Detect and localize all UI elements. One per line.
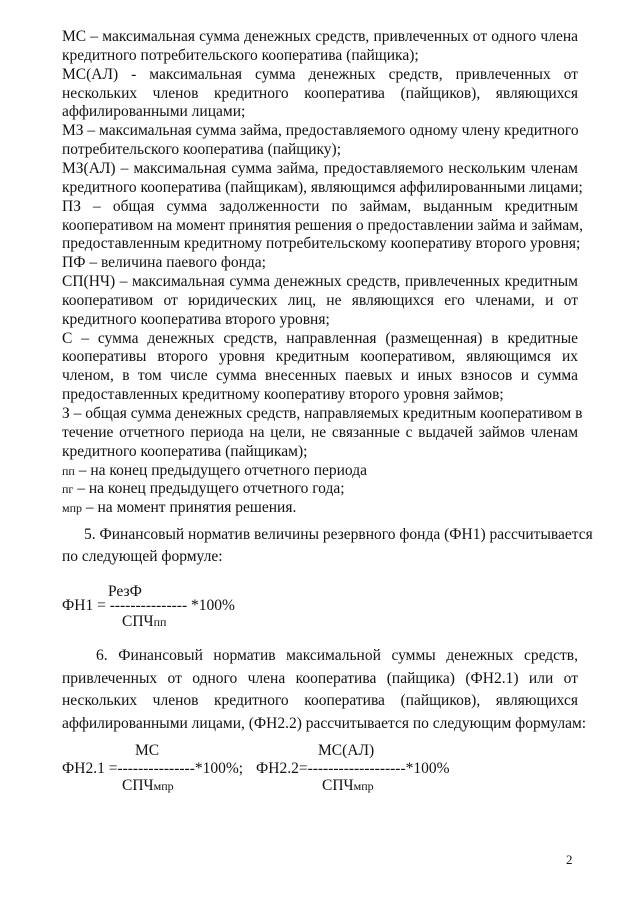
definition-line: течение отчетного периода на цели, не связанные с выдачей займов членам bbox=[62, 423, 578, 441]
formula-fn1-suffix: *100% bbox=[187, 597, 235, 614]
formula-fn21-line: ФН2.1 =---------------*100%; bbox=[62, 760, 244, 777]
definition-line: МС – максимальная сумма денежных средств, привлеченных от одного члена bbox=[62, 28, 578, 45]
subscript-key: мпр bbox=[62, 501, 83, 516]
formula-fn22-numerator: МС(АЛ) bbox=[318, 742, 375, 759]
definition-line: ПФ – величина паевого фонда; bbox=[62, 254, 266, 272]
subscript-text: – на конец предыдущего отчетного периода bbox=[74, 461, 367, 479]
definition-line: нескольких членов кредитного кооператива (пайщиков), являющихся bbox=[62, 84, 578, 102]
definition-line: потребительского кооператива (пайщику); bbox=[62, 141, 342, 159]
definition-line: ПЗ – общая сумма задолженности по займам, выданным кредитным bbox=[62, 197, 578, 215]
definition-line: С – сумма денежных средств, направленная (размещенная) в кредитные bbox=[62, 329, 578, 347]
paragraph-6-line: 6. Финансовый норматив максимальной суммы денежных средств, bbox=[96, 647, 578, 664]
subscript-key: пп bbox=[62, 463, 75, 478]
formula-fn1-numerator: РезФ bbox=[108, 583, 142, 600]
definition-line: предоставленным кредитному потребительскому кооперативу второго уровня; bbox=[62, 235, 581, 253]
definition-line: кооперативом на момент принятия решения о предоставлении займа и займам, bbox=[62, 216, 583, 234]
subscript-definition bbox=[62, 479, 578, 499]
formula-fn21-numerator: МС bbox=[135, 742, 160, 759]
definition-line: членом, в том числе сумма внесенных паевых и иных взносов и сумма bbox=[62, 367, 578, 385]
definition-line: кредитного кооператива (пайщикам), являющимся аффилированными лицами; bbox=[62, 178, 583, 196]
subscript-definition bbox=[62, 498, 578, 518]
formula-fn1-lhs: ФН1 = bbox=[62, 597, 110, 614]
definition-line: МС(АЛ) - максимальная сумма денежных средств, привлеченных от bbox=[62, 65, 578, 83]
page-number: 2 bbox=[566, 852, 573, 867]
definition-line: кредитного потребительского кооператива (пайщика); bbox=[62, 46, 419, 64]
paragraph-6-line: аффилированными лицами, (ФН2.2) рассчитывается по следующим формулам: bbox=[62, 714, 587, 732]
subscript: пп bbox=[153, 615, 167, 629]
definition-line: кредитного кооператива второго уровня; bbox=[62, 310, 330, 328]
paragraph-5-line: по следующей формуле: bbox=[62, 548, 223, 565]
subscript: мпр bbox=[153, 779, 174, 793]
paragraph-6-line: нескольких членов кредитного кооператива (пайщиков), являющихся bbox=[62, 692, 578, 709]
definition-line: кооперативом от юридических лиц, не являющихся его членами, и от bbox=[62, 291, 578, 309]
subscript-key: пг bbox=[62, 482, 74, 497]
paragraph-6-line: привлеченных от одного члена кооператива (пайщика) (ФН2.1) или от bbox=[62, 669, 578, 687]
formula-fn21-denominator: СПЧмпр bbox=[122, 777, 174, 794]
definition-line: МЗ – максимальная сумма займа, предоставляемого одному члену кредитного bbox=[62, 122, 579, 140]
definition-line: СП(НЧ) – максимальная сумма денежных средств, привлеченных кредитным bbox=[62, 273, 578, 291]
subscript-text: – на момент принятия решения. bbox=[82, 499, 297, 517]
formula-fn1-denominator: СПЧпп bbox=[122, 613, 167, 630]
subscript: мпр bbox=[353, 779, 374, 793]
definition-line: аффилированными лицами; bbox=[62, 103, 246, 121]
formula-fn22-line: ФН2.2=-------------------*100% bbox=[256, 760, 450, 777]
formula-fn1-dashes: --------------- bbox=[109, 597, 188, 614]
subscript-text: – на конец предыдущего отчетного года; bbox=[73, 480, 345, 498]
definition-line: предоставленных кредитному кооперативу второго уровня займов; bbox=[62, 386, 504, 404]
subscript-definition bbox=[62, 461, 578, 481]
definition-line: кооперативы второго уровня кредитным кооперативом, являющимся их bbox=[62, 348, 578, 366]
definition-line: МЗ(АЛ) – максимальная сумма займа, предоставляемого нескольким членам bbox=[62, 159, 578, 177]
formula-fn22-denominator: СПЧмпр bbox=[322, 777, 374, 794]
definition-line: кредитного кооператива (пайщикам); bbox=[62, 442, 308, 460]
paragraph-5-line: 5. Финансовый норматив величины резервного фонда (ФН1) рассчитывается bbox=[84, 526, 593, 543]
definition-line: З – общая сумма денежных средств, направляемых кредитным кооперативом в bbox=[62, 405, 583, 422]
